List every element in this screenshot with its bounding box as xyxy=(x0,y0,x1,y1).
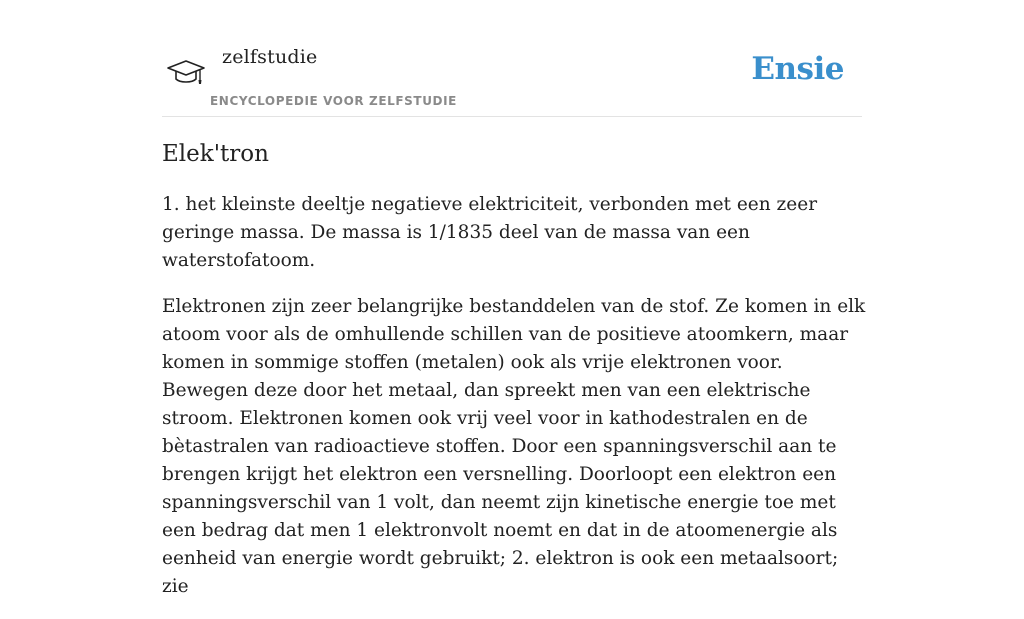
ensie-logo-link[interactable]: Ensie xyxy=(751,51,844,87)
brand-name[interactable]: zelfstudie xyxy=(222,46,318,68)
entry-title: Elek'tron xyxy=(162,141,269,167)
graduation-cap-icon[interactable] xyxy=(166,53,206,89)
definition-paragraph: Elektronen zijn zeer belangrijke bestanddelen van de stof. Ze komen in elk atoom voor als de omhullende schillen van de positieve atoomkern, maar komen in sommige stoffen (metalen) ook als vrije elektronen voor. Bewegen deze door het metaal, dan spreekt men van een elektrische stroom. Elektronen komen ook vrij veel voor in kathodestralen en de bètastralen van radioactieve stoffen. Door een spanningsverschil aan te brengen krijgt het elektron een versnelling. Doorloopt een elektron een spanningsverschil van 1 volt, dan neemt zijn kinetische energie toe met een bedrag dat men 1 elektronvolt noemt en dat in de atoomenergie als eenheid van energie wordt gebruikt; 2. elektron is ook een metaalsoort; zie xyxy=(162,296,866,597)
brand-tagline: ENCYCLOPEDIE VOOR ZELFSTUDIE xyxy=(210,94,457,108)
site-header xyxy=(162,40,862,117)
definition-paragraph: 1. het kleinste deeltje negatieve elektriciteit, verbonden met een zeer geringe massa. De massa is 1/1835 deel van de massa van een waterstofatoom. xyxy=(162,194,818,271)
entry-content xyxy=(162,138,867,619)
